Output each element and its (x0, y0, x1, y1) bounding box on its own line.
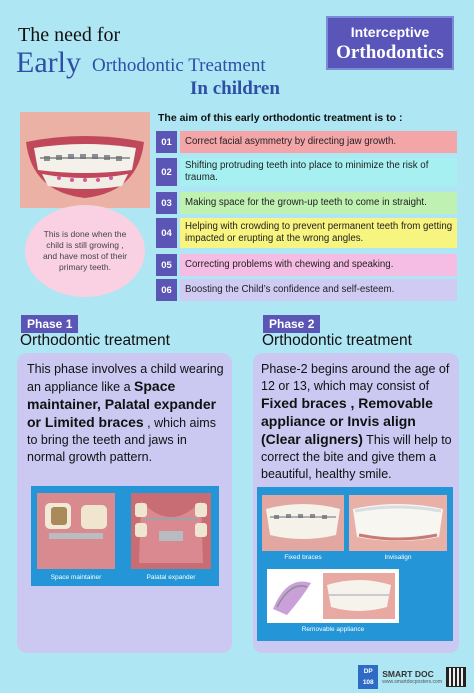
badge-line-2: Orthodontics (336, 42, 444, 63)
aim-text: Making space for the grown-up teeth to come in straight. (180, 192, 457, 214)
brand-website: www.smartdocposters.com (382, 679, 442, 685)
phase-1-description (27, 361, 225, 466)
caption-palatal-expander: Palatal expander (146, 574, 196, 581)
title-line-1: The need for (18, 24, 121, 46)
poster-code (358, 665, 378, 689)
phase-2-images (257, 487, 453, 641)
aim-item (156, 131, 457, 153)
poster-code-b: 108 (362, 679, 374, 686)
phase-1-text-b: , which aims to bring the teeth and jaws in normal growth pattern. (27, 416, 216, 464)
phase-2-panel (253, 353, 459, 653)
phase-1-subtitle: Orthodontic treatment (20, 332, 170, 349)
phase-2-subtitle: Orthodontic treatment (262, 332, 412, 349)
fixed-braces-image (262, 495, 344, 551)
aim-text: Helping with crowding to prevent permanent teeth from getting impacted or erupting at the wrong angles. (180, 218, 457, 248)
smile-braces-photo (20, 112, 150, 208)
palatal-expander-image (131, 493, 211, 569)
aim-item (156, 218, 457, 248)
footer (358, 665, 466, 689)
phase-2-label: Phase 2 (263, 315, 320, 333)
invisalign-image (349, 495, 447, 551)
phase-1-panel (17, 353, 232, 653)
title-orthodontic-treatment: Orthodontic Treatment (92, 55, 266, 76)
aim-item (156, 254, 457, 276)
title-early: Early (16, 46, 81, 79)
aim-text: Shifting protruding teeth into place to minimize the risk of trauma. (180, 158, 457, 186)
caption-space-maintainer: Space maintainer (50, 574, 102, 581)
aim-item (156, 192, 457, 214)
caption-fixed-braces: Fixed braces (284, 554, 322, 561)
title-in-children: In children (190, 78, 280, 99)
growth-note-bubble: This is done when the child is still growing , and have most of their primary teeth. (25, 205, 145, 297)
caption-removable-appliance: Removable appliance (301, 626, 365, 633)
brand-block (382, 669, 442, 685)
aim-text: Correct facial asymmetry by directing jaw growth. (180, 131, 457, 153)
phase-1-label: Phase 1 (21, 315, 78, 333)
poster-code-a: DP (363, 668, 373, 675)
brand-name: SMART DOC (382, 669, 434, 679)
phase-1-images (31, 486, 219, 586)
aim-number: 06 (156, 279, 177, 301)
aim-item (156, 158, 457, 186)
phase-2-text-a: Phase-2 begins around the age of 12 or 13, which may consist of (261, 362, 450, 393)
aim-number: 02 (156, 158, 177, 186)
badge-line-1: Interceptive (350, 24, 430, 40)
aim-text: Correcting problems with chewing and speaking. (180, 254, 457, 276)
aim-text: Boosting the Child’s confidence and self-esteem. (180, 279, 457, 301)
phase-2-description (261, 361, 455, 483)
category-badge (326, 16, 454, 70)
aim-number: 04 (156, 218, 177, 248)
aim-title: The aim of this early orthodontic treatment is to : (158, 112, 403, 124)
space-maintainer-image (37, 493, 115, 569)
caption-invisalign: Invisalign (384, 554, 412, 561)
removable-appliance-image (267, 569, 399, 623)
aim-item (156, 279, 457, 301)
phase-2-text-bold: Fixed braces , Removable appliance or Invis align (Clear aligners) (261, 395, 433, 447)
aim-number: 05 (156, 254, 177, 276)
phase-1-text-bold: Space maintainer, Palatal expander or Limited braces (27, 378, 217, 430)
phase-2-text-b: This will help to correct the bite and give them a beautiful, healthy smile. (261, 433, 452, 481)
aim-number: 01 (156, 131, 177, 153)
aim-number: 03 (156, 192, 177, 214)
qr-code-icon (446, 667, 466, 687)
phase-1-text-a: This phase involves a child wearing an appliance like a (27, 362, 224, 394)
